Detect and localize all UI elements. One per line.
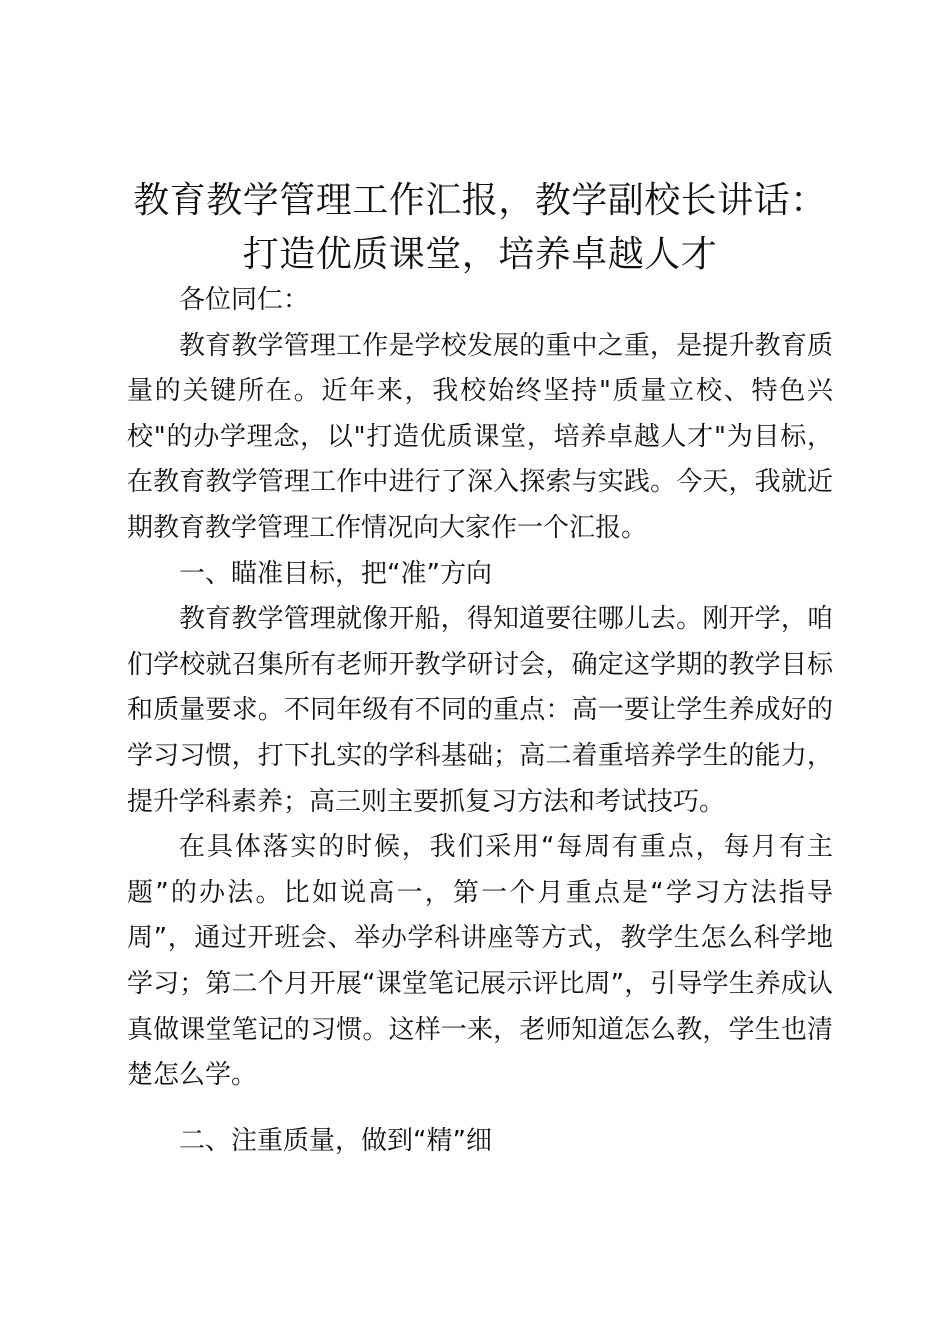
salutation: 各位同仁：	[179, 285, 310, 315]
paragraph-intro: 教育教学管理工作是学校发展的重中之重，是提升教育质量的关键所在。近年来，我校始终坚持"质量立校、特色兴校"的办学理念，以"打造优质课堂，培养卓越人才"为目标，在教育教学管理工作中进行了深入探索与实践。今天，我就近期教育教学管理工作情况向大家作一个汇报。	[127, 330, 833, 543]
document-body	[127, 278, 833, 1164]
paragraph-implementation: 在具体落实的时候，我们采用“每周有重点，每月有主题”的办法。比如说高一，第一个月重点是“学习方法指导周”，通过开班会、举办学科讲座等方式，教学生怎么科学地学习；第二个月开展“课堂笔记展示评比周”，引导学生养成认真做课堂笔记的习惯。这样一来，老师知道怎么教，学生也清楚怎么学。	[127, 832, 833, 1091]
document-title: 教育教学管理工作汇报，教学副校长讲话：打造优质课堂，培养卓越人才	[133, 180, 827, 275]
section-heading-2: 二、注重质量，做到“精”细	[179, 1125, 492, 1156]
section-heading-1: 一、瞄准目标，把“准”方向	[179, 558, 492, 589]
paragraph-goals: 教育教学管理就像开船，得知道要往哪儿去。刚开学，咱们学校就召集所有老师开教学研讨会，确定这学期的教学目标和质量要求。不同年级有不同的重点：高一要让学生养成好的学习习惯，打下扎实的学科基础；高二着重培养学生的能力，提升学科素养；高三则主要抓复习方法和考试技巧。	[127, 604, 833, 817]
